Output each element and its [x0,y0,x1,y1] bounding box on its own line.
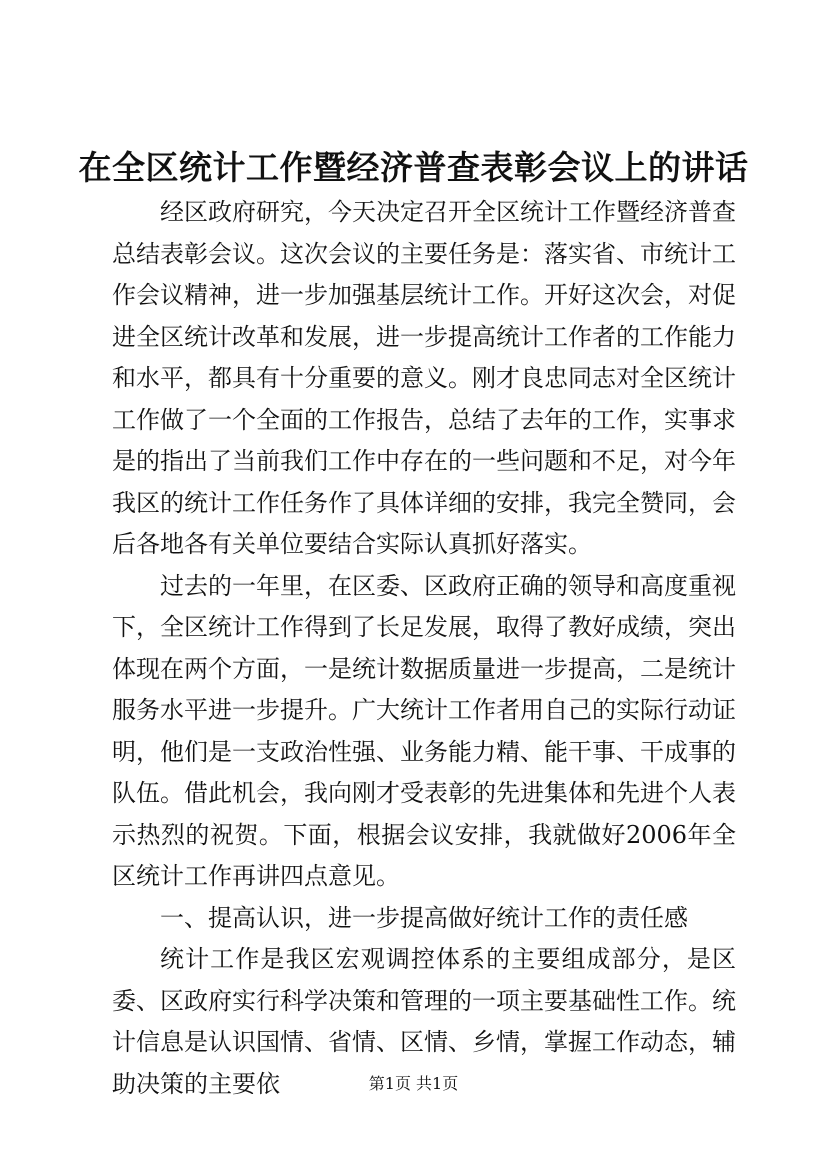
page-number-footer: 第1页 共1页 [368,1074,459,1093]
paragraph-review: 过去的一年里，在区委、区政府正确的领导和高度重视下，全区统计工作得到了长足发展，取得了教好成绩，突出体现在两个方面，一是统计数据质量进一步提高，二是统计服务水平进一步提升。广大统计工作者用自己的实际行动证明，他们是一支政治性强、业务能力精、能干事、干成事的队伍。借此机会，我向刚才受表彰的先进集体和先进个人表示热烈的祝贺。下面，根据会议安排，我就做好2006年全区统计工作再讲四点意见。 [112,571,736,890]
paragraph-section-one: 统计工作是我区宏观调控体系的主要组成部分，是区委、区政府实行科学决策和管理的一项主要基础性工作。统计信息是认识国情、省情、区情、乡情，掌握工作动态，辅助决策的主要依 [112,945,736,1098]
section-heading: 一、提高认识，进一步提高做好统计工作的责任感 [160,903,688,932]
document-title: 在全区统计工作暨经济普查表彰会议上的讲话 [78,148,749,187]
paragraph-intro: 经区政府研究，今天决定召开全区统计工作暨经济普查总结表彰会议。这次会议的主要任务是：落实省、市统计工作会议精神，进一步加强基层统计工作。开好这次会，对促进全区统计改革和发展，进一步提高统计工作者的工作能力和水平，都具有十分重要的意义。刚才良忠同志对全区统计工作做了一个全面的工作报告，总结了去年的工作，实事求是的指出了当前我们工作中存在的一些问题和不足，对今年我区的统计工作任务作了具体详细的安排，我完全赞同，会后各地各有关单位要结合实际认真抓好落实。 [112,198,736,558]
document-body [112,192,736,1105]
